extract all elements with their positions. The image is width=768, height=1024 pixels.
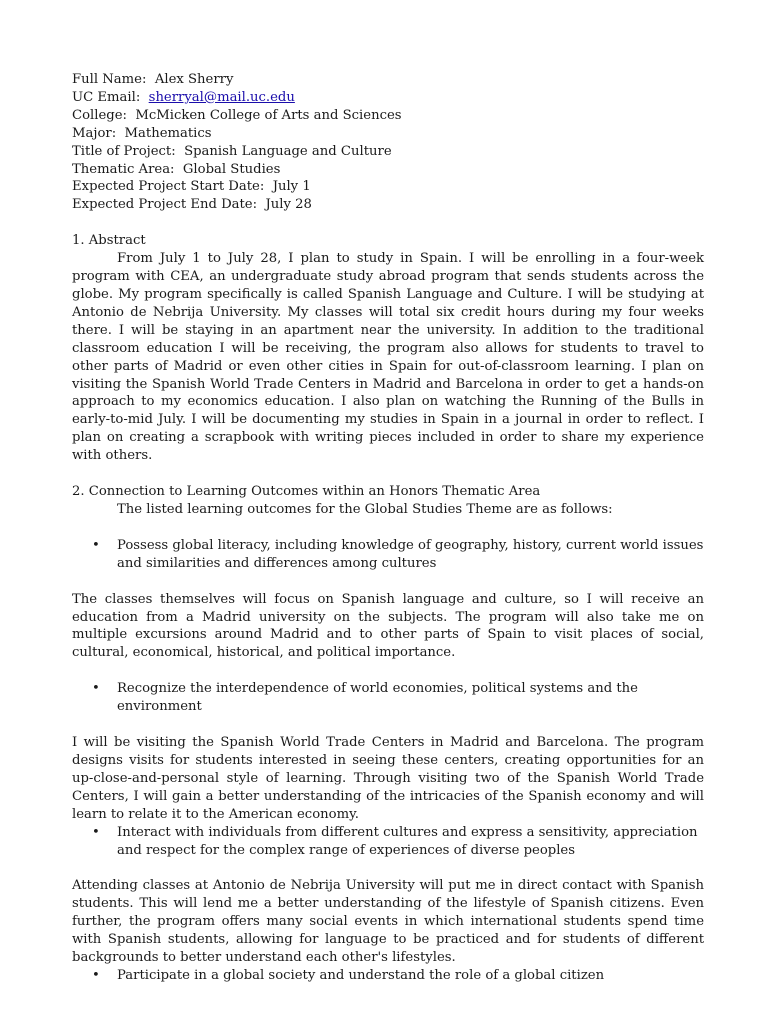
spacer	[72, 519, 704, 537]
start-date-label: Expected Project Start Date:	[72, 179, 265, 195]
outcome-bullet-text: Interact with individuals from different cultures and express a sensitivity, appreciation and respect for the complex range of experiences of diverse peoples	[117, 824, 698, 858]
outcome-paragraph: The classes themselves will focus on Spanish language and culture, so I will receive an education from a Madrid university on the subjects. The program will also take me on multiple excursions around Madrid and to other parts of Spain to visit places of social, cultural, economical, historical, and political importance.	[72, 591, 704, 661]
full-name-label: Full Name:	[72, 72, 147, 87]
email-label: UC Email:	[72, 89, 141, 105]
college-label: College:	[72, 107, 127, 123]
thematic-area-line	[72, 161, 704, 179]
spacer	[72, 214, 704, 232]
spacer	[72, 859, 704, 877]
thematic-area-label: Thematic Area:	[72, 161, 175, 177]
outcome-bullet	[72, 680, 704, 716]
major-value: Mathematics	[124, 125, 212, 141]
spacer	[72, 716, 704, 734]
spacer	[72, 662, 704, 680]
project-title-line	[72, 143, 704, 161]
full-name-value: Alex Sherry	[154, 72, 234, 87]
outcome-paragraph: I will be visiting the Spanish World Trade Centers in Madrid and Barcelona. The program designs visits for students interested in seeing these centers, creating opportunities for an up-close-and-personal style of learning. Through visiting two of the Spanish World Trade Centers, I will gain a better understanding of the intricacies of the Spanish economy and will learn to relate it to the American economy.	[72, 735, 704, 822]
abstract-body: From July 1 to July 28, I plan to study in Spain. I will be enrolling in a four-week program with CEA, an undergraduate study abroad program that sends students across the globe. My program specifically is called Spanish Language and Culture. I will be studying at Antonio de Nebrija University. My classes will total six credit hours during my four weeks there. I will be staying in an apartment near the university. In addition to the traditional classroom education I will be receiving, the program also allows for students to travel to other parts of Madrid or even other cities in Spain for out-of-classroom learning. I plan on visiting the Spanish World Trade Centers in Madrid and Barcelona in order to get a hands-on approach to my economics education. I also plan on watching the Running of the Bulls in early-to-mid July. I will be documenting my studies in Spain in a journal in order to reflect. I plan on creating a scrapbook with writing pieces included in order to share my experience with others.	[72, 251, 704, 464]
bullet-icon: •	[92, 967, 100, 983]
start-date-value: July 1	[272, 179, 311, 195]
outcome-bullet	[72, 967, 704, 985]
major-line	[72, 125, 704, 143]
college-value: McMicken College of Arts and Sciences	[135, 107, 402, 123]
outcome-bullet	[72, 537, 704, 573]
email-link[interactable]: sherryal@mail.uc.edu	[148, 89, 295, 105]
outcome-bullet-text: Recognize the interdependence of world economies, political systems and the environment	[117, 681, 638, 715]
project-title-value: Spanish Language and Culture	[184, 143, 392, 159]
email-line	[72, 89, 704, 107]
abstract-heading: 1. Abstract	[72, 233, 146, 249]
start-date-line	[72, 178, 704, 196]
full-name-line	[72, 71, 704, 89]
project-title-label: Title of Project:	[72, 143, 176, 159]
connection-heading: 2. Connection to Learning Outcomes within an Honors Thematic Area	[72, 484, 541, 500]
bullet-icon: •	[92, 824, 100, 840]
spacer	[72, 465, 704, 483]
major-label: Major:	[72, 125, 117, 141]
college-line	[72, 107, 704, 125]
thematic-area-value: Global Studies	[182, 161, 281, 177]
outcome-bullet-text: Possess global literacy, including knowledge of geography, history, current world issues and similarities and differences among cultures	[117, 537, 704, 571]
end-date-line	[72, 196, 704, 214]
spacer	[72, 573, 704, 591]
outcome-paragraph: Attending classes at Antonio de Nebrija University will put me in direct contact with Spanish students. This will lend me a better understanding of the lifestyle of Spanish citizens. Even further, the program offers many social events in which international students spend time with Spanish students, allowing for language to be practiced and for students of different backgrounds to better understand each other's lifestyles.	[72, 878, 704, 966]
document-page	[72, 71, 704, 985]
bullet-icon: •	[92, 537, 100, 553]
end-date-label: Expected Project End Date:	[72, 197, 258, 213]
end-date-value: July 28	[265, 197, 312, 213]
outcome-bullet	[72, 824, 704, 860]
bullet-icon: •	[92, 681, 100, 697]
outcome-bullet-text: Participate in a global society and understand the role of a global citizen	[117, 967, 605, 983]
connection-intro: The listed learning outcomes for the Global Studies Theme are as follows:	[117, 501, 613, 517]
